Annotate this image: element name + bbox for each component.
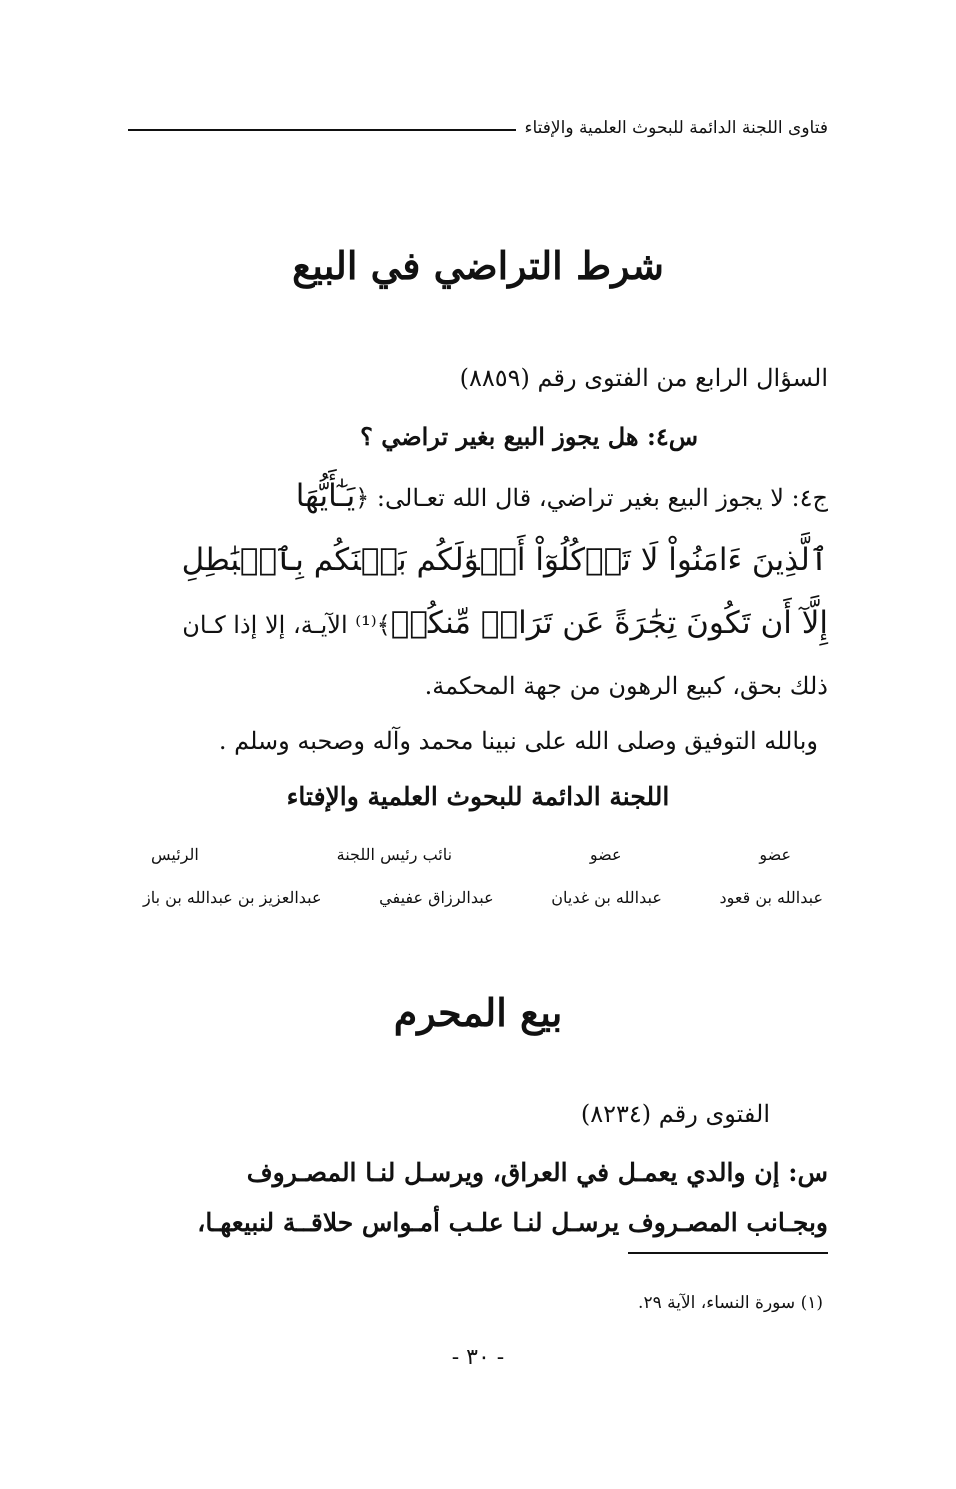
signatory-names bbox=[143, 888, 823, 907]
name-afifi: عبدالرزاق عفيفي bbox=[379, 888, 494, 907]
answer-suffix: ﴾⁽¹⁾ الآيـة، إلا إذا كـان bbox=[182, 611, 391, 639]
committee-name: اللجنة الدائمة للبحوث العلمية والإفتاء bbox=[286, 782, 670, 811]
footnote: (١) سورة النساء، الآية ٢٩. bbox=[638, 1293, 823, 1313]
quran-verse-end: إِلَّآ أَن تَكُونَ تِجَٰرَةً عَن تَرَاضٖ مِّنكُمۡ bbox=[390, 605, 828, 641]
page-number: - ٣٠ - bbox=[451, 1345, 505, 1370]
question-4: س٤: هل يجوز البيع بغير تراضي ؟ bbox=[360, 422, 698, 451]
role-member-2: عضو bbox=[589, 845, 622, 864]
section-title-prohibited-sale: بيع المحرم bbox=[393, 990, 563, 1035]
section-title-consent: شرط التراضي في البيع bbox=[292, 243, 664, 288]
quran-verse-start: يَـٰٓأَيُّهَا bbox=[295, 478, 356, 514]
name-ibn-qaud: عبدالله بن قعود bbox=[719, 888, 823, 907]
fatwa-reference-2: الفتوى رقم (٨٢٣٤) bbox=[580, 1100, 770, 1128]
name-ibn-baz: عبدالعزيز بن عبدالله بن باز bbox=[143, 888, 322, 907]
fatwa-reference: السؤال الرابع من الفتوى رقم (٨٨٥٩) bbox=[459, 364, 828, 392]
role-vice-chairman: نائب رئيس اللجنة bbox=[336, 845, 453, 864]
role-chairman: الرئيس bbox=[151, 845, 199, 864]
role-member-1: عضو bbox=[759, 845, 791, 864]
closing-prayer: وبالله التوفيق وصلى الله على نبينا محمد وآله وصحبه وسلم . bbox=[218, 727, 818, 755]
answer-line-3 bbox=[128, 605, 828, 641]
answer-line-4: ذلك بحق، كبيع الرهون من جهة المحكمة. bbox=[424, 672, 828, 700]
signatory-roles bbox=[151, 845, 791, 864]
quran-verse-line-2: ٱلَّذِينَ ءَامَنُواْ لَا تَأۡكُلُوٓاْ أَمۡوَٰلَكُم بَيۡنَكُم بِٱلۡبَٰطِلِ bbox=[181, 542, 828, 578]
answer-prefix: ج٤: لا يجوز البيع بغير تراضي، قال الله تعـالى: ﴿ bbox=[355, 484, 828, 512]
header-rule bbox=[128, 129, 516, 131]
name-ibn-ghudayyan: عبدالله بن غديان bbox=[551, 888, 662, 907]
footnote-rule bbox=[628, 1252, 828, 1254]
running-title: فتاوى اللجنة الدائمة للبحوث العلمية والإفتاء bbox=[524, 118, 828, 138]
answer-line-1 bbox=[128, 478, 828, 514]
running-header bbox=[128, 118, 828, 138]
question-line-2: وبجـانب المصـروف يرسـل لنـا علـب أمـواس حلاقــة لنبيعهـا، bbox=[197, 1208, 828, 1237]
question-line-1: س: إن والدي يعمـل في العراق، ويرسـل لنـا المصـروف bbox=[246, 1158, 828, 1187]
